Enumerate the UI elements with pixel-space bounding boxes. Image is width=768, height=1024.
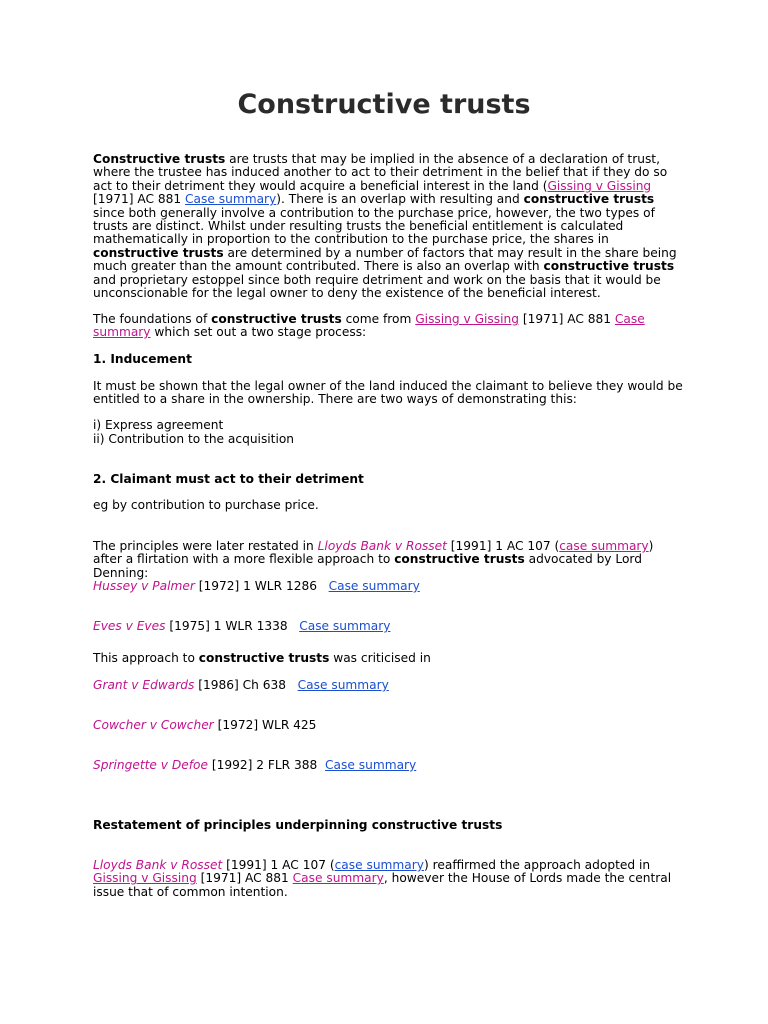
- case-summary-link[interactable]: Case summary: [93, 312, 645, 340]
- restatement-heading: Restatement of principles underpinning constructive trusts: [93, 818, 503, 832]
- case-name: Cowcher v Cowcher: [93, 718, 214, 732]
- case-summary-link[interactable]: case summary: [334, 858, 424, 872]
- restatement-paragraph: Lloyds Bank v Rosset [1991] 1 AC 107 (case summary) reaffirmed the approach adopted in Gissing v Gissing [1971] AC 881 Case summary, however the House of Lords made the central issue that of common intention.: [93, 858, 672, 899]
- bold-term: constructive trusts: [211, 312, 342, 326]
- case-link-gissing[interactable]: Gissing v Gissing: [547, 178, 652, 193]
- case-entry-hussey: Hussey v Palmer [1972] 1 WLR 1286 Case summary: [93, 579, 420, 593]
- bold-term: constructive trusts: [394, 552, 525, 567]
- case-link-gissing[interactable]: Gissing v Gissing: [415, 312, 519, 326]
- inducement-heading: 1. Inducement: [93, 352, 192, 366]
- case-name: Hussey v Palmer: [93, 579, 195, 593]
- case-summary-link[interactable]: Case summary: [185, 192, 277, 207]
- list-item: i) Express agreement: [93, 418, 224, 432]
- case-name: Eves v Eves: [93, 619, 166, 633]
- case-summary-link[interactable]: Case summary: [297, 678, 389, 692]
- bold-term: constructive trusts: [198, 651, 330, 665]
- bold-term: constructive trusts: [93, 245, 224, 260]
- case-entry-eves: Eves v Eves [1975] 1 WLR 1338 Case summary: [93, 619, 391, 633]
- list-item: ii) Contribution to the acquisition: [93, 432, 295, 446]
- case-entry-cowcher: Cowcher v Cowcher [1972] WLR 425: [93, 718, 317, 732]
- case-name: Springette v Defoe: [93, 758, 208, 772]
- criticised-paragraph: This approach to constructive trusts was criticised in: [93, 651, 431, 665]
- detriment-paragraph: eg by contribution to purchase price.: [93, 498, 319, 512]
- case-name: Grant v Edwards: [93, 678, 195, 692]
- bold-term: constructive trusts: [523, 192, 655, 207]
- case-name: Lloyds Bank v Rosset: [93, 858, 223, 872]
- page-title: Constructive trusts: [237, 89, 531, 120]
- foundations-paragraph: The foundations of constructive trusts come from Gissing v Gissing [1971] AC 881 Case summary which set out a two stage process:: [93, 312, 645, 340]
- case-summary-link[interactable]: Case summary: [325, 758, 417, 772]
- case-summary-link[interactable]: Case summary: [292, 871, 384, 886]
- bold-term: constructive trusts: [543, 259, 675, 274]
- case-entry-grant: Grant v Edwards [1986] Ch 638 Case summary: [93, 678, 389, 692]
- case-name: Lloyds Bank v Rosset: [317, 539, 447, 553]
- case-summary-link[interactable]: Case summary: [299, 619, 391, 633]
- detriment-heading: 2. Claimant must act to their detriment: [93, 472, 364, 486]
- case-entry-springette: Springette v Defoe [1992] 2 FLR 388 Case summary: [93, 758, 417, 772]
- inducement-paragraph: It must be shown that the legal owner of the land induced the claimant to believe they would be entitled to a share in the ownership. There are two ways of demonstrating this:: [93, 379, 683, 407]
- bold-term: Constructive trusts: [93, 152, 226, 166]
- intro-paragraph: Constructive trusts are trusts that may be implied in the absence of a declaration of trust, where the trustee has induced another to act to their detriment in the belief that if they do so act to their detriment they would acquire a beneficial interest in the land (Gissing v Gissing [1971] AC 881 Case summary). There is an overlap with resulting and constructive trusts since both generally involve a contribution to the purchase price, however, the two types of trusts are distinct. Whilst under resulting trusts the beneficial entitlement is calculated mathematically in proportion to the contribution to the purchase price, the shares in constructive trusts are determined by a number of factors that may result in the share being much greater than the amount contributed. There is also an overlap with constructive trusts and proprietary estoppel since both require detriment and work on the basis that it would be unconscionable for the legal owner to deny the existence of the beneficial interest.: [93, 152, 677, 301]
- case-summary-link[interactable]: Case summary: [328, 579, 420, 593]
- case-summary-link[interactable]: case summary: [559, 539, 649, 553]
- case-link-gissing[interactable]: Gissing v Gissing: [93, 871, 197, 886]
- principles-paragraph: The principles were later restated in Lloyds Bank v Rosset [1991] 1 AC 107 (case summary) after a flirtation with a more flexible approach to constructive trusts advocated by Lord Denning:: [93, 539, 654, 580]
